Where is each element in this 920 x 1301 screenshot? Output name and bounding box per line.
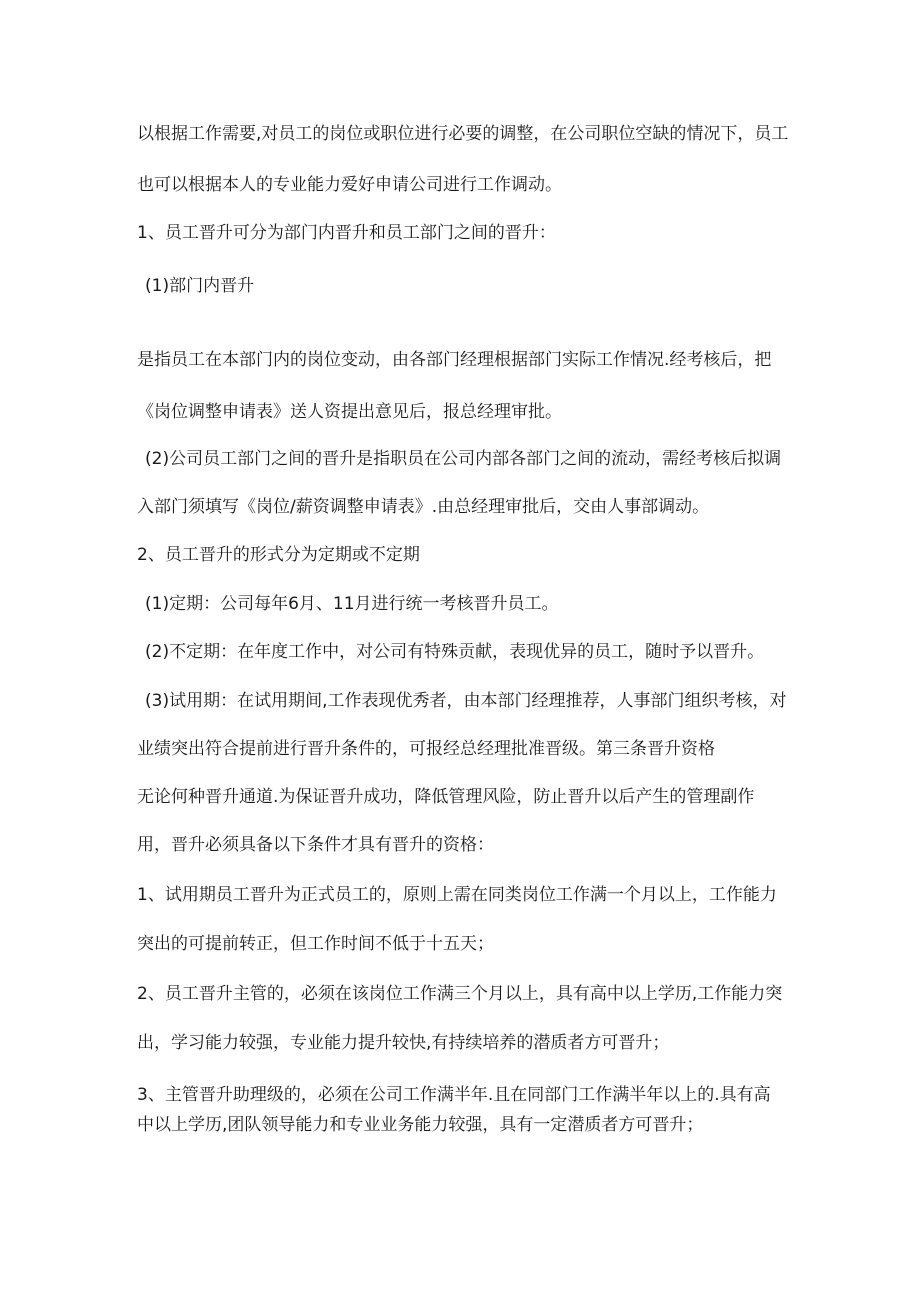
text-line: (1)部门内晋升 bbox=[145, 276, 255, 296]
text-line: 1、试用期员工晋升为正式员工的，原则上需在同类岗位工作满一个月以上，工作能力 bbox=[137, 885, 777, 905]
text-line: 是指员工在本部门内的岗位变动，由各部门经理根据部门实际工作情况.经考核后，把 bbox=[137, 350, 772, 370]
text-line: 突出的可提前转正，但工作时间不低于十五天； bbox=[137, 934, 494, 954]
text-line: 《岗位调整申请表》送人资提出意见后，报总经理审批。 bbox=[137, 402, 562, 422]
text-line: 业绩突出符合提前进行晋升条件的，可报经总经理批准晋级。第三条晋升资格 bbox=[137, 739, 715, 759]
text-line: (2)不定期：在年度工作中，对公司有特殊贡献，表现优异的员工，随时予以晋升。 bbox=[145, 642, 765, 662]
text-line: 2、员工晋升主管的，必须在该岗位工作满三个月以上，具有高中以上学历,工作能力突 bbox=[137, 984, 783, 1004]
text-line: (3)试用期：在试用期间,工作表现优秀者，由本部门经理推荐，人事部门组织考核，对 bbox=[145, 691, 787, 711]
text-line: 中以上学历,团队领导能力和专业业务能力较强，具有一定潜质者方可晋升； bbox=[137, 1115, 704, 1135]
text-line: 3、主管晋升助理级的，必须在公司工作满半年.且在同部门工作满半年以上的.具有高 bbox=[137, 1085, 771, 1105]
text-line: 也可以根据本人的专业能力爱好申请公司进行工作调动。 bbox=[137, 175, 562, 195]
text-line: 入部门须填写《岗位/薪资调整申请表》.由总经理审批后，交由人事部调动。 bbox=[137, 497, 710, 517]
text-line: 1、员工晋升可分为部门内晋升和员工部门之间的晋升： bbox=[137, 223, 556, 243]
text-line: (2)公司员工部门之间的晋升是指职员在公司内部各部门之间的流动，需经考核后拟调 bbox=[145, 449, 782, 469]
text-line: 用，晋升必须具备以下条件才具有晋升的资格： bbox=[137, 835, 494, 855]
text-line: 无论何种晋升通道.为保证晋升成功，降低管理风险，防止晋升以后产生的管理副作 bbox=[137, 787, 755, 807]
text-line: 以根据工作需要,对员工的岗位或职位进行必要的调整，在公司职位空缺的情况下，员工 bbox=[137, 124, 789, 144]
text-line: 2、员工晋升的形式分为定期或不定期 bbox=[137, 545, 420, 565]
text-line: 出，学习能力较强，专业能力提升较快,有持续培养的潜质者方可晋升； bbox=[137, 1033, 670, 1053]
text-line: (1)定期：公司每年6月、11月进行统一考核晋升员工。 bbox=[145, 594, 559, 614]
